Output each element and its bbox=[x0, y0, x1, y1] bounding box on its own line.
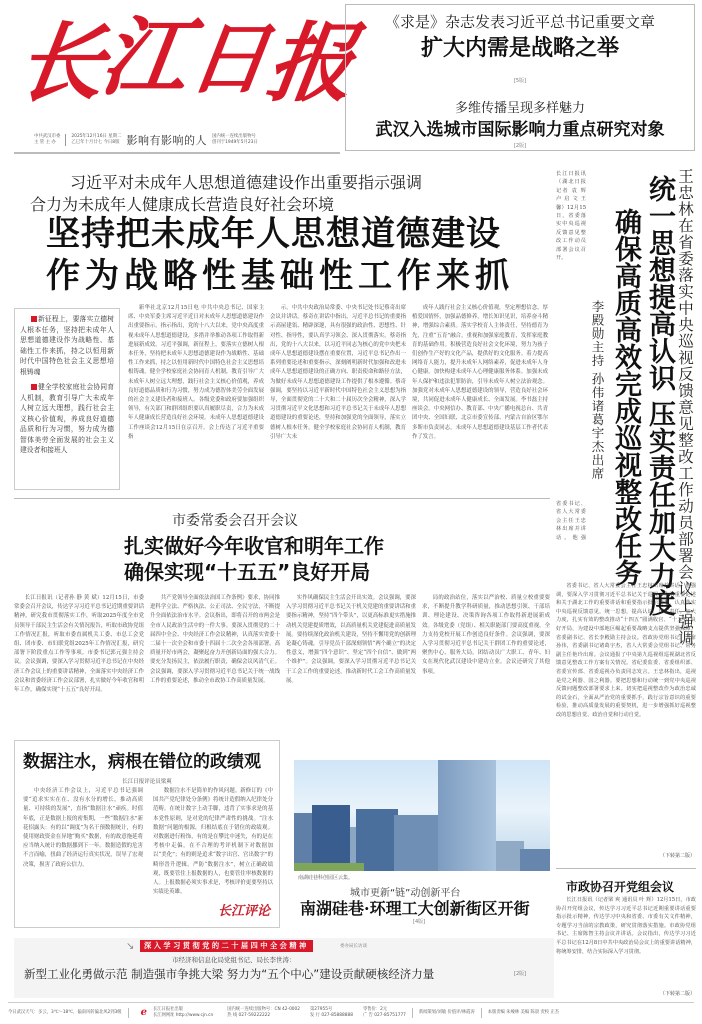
issue-number: 第27955号 bbox=[310, 1006, 333, 1012]
publisher bbox=[153, 1007, 213, 1019]
building-shape bbox=[356, 809, 398, 871]
masthead-info bbox=[34, 132, 354, 148]
distribution-phone: 发 行 027-85888888 bbox=[310, 1012, 353, 1018]
sponsor-line: 中共武汉市委 bbox=[34, 134, 61, 139]
bullet-square-icon bbox=[31, 316, 37, 322]
news-photo[interactable] bbox=[294, 760, 550, 871]
registration-line: 国内统一连续出版物号 bbox=[211, 134, 256, 139]
lead-headline-line: 坚持把未成年人思想道德建设 bbox=[46, 214, 501, 254]
right-story-body-top: 省委书记、省人大常委会主任王忠林出席并讲话。他强 bbox=[556, 501, 586, 540]
website-link[interactable]: 长江网网址 http://www.cjn.cn bbox=[152, 1012, 214, 1018]
arrow-icon: ↘ bbox=[126, 941, 135, 952]
masthead-rule bbox=[14, 152, 340, 154]
masthead-logo bbox=[10, 7, 362, 126]
slogan: 影响有影响的人 bbox=[126, 134, 207, 147]
divider bbox=[65, 134, 66, 146]
founded-line: 创刊于1949年5月23日 bbox=[211, 140, 258, 145]
right-story-body: 省委书记、省人大常委会主任王忠林出席并讲话。他强调，要深入学习贯彻习近平总书记关于巡视工作的重要论述和关于湖北工作的重要讲话和重要指示批示精神，认真落实中央巡视反馈意见，统一思想，提高认识，压实责任，加大力度，扎实有效的整改推动“十四五”圆满收官、“十五五”良好开局，为建设中部地区崛起重要战略支点提供坚强保障。省委副书记、省长李殿勋主持会议。省政协党组书记、主席孙伟，省委副书记诸葛宇杰，省人大常委会党组书记、常务副主任艳玲出席。会议通报了中央第九巡视组巡视湖北省反馈意见整改工作方案有关情况。省纪委监委、省委组织部、省委宣传部、省委巡视办负责同志发言。王忠林指出，巡视是党之利器、国之利器。要把思想和行动统一到党中央巡视反馈问题整改部署要求上来。切实把巡视整改作为政治忠诚的试金石，全面从严治党的重要抓手，践行宗旨意识的重要检验，推动高质量发展的重要契机，进一步增强抓好巡视整改的思想自觉、政治自觉和行动自觉。 bbox=[556, 583, 696, 718]
summary-point bbox=[20, 314, 114, 377]
divider bbox=[412, 1008, 413, 1018]
summary-text: 健全学校家庭社会协同育人机制，教育引导广大未成年人树立远大理想，践行社会主义核心价值观，养成良好道德品质和行为习惯，努力成为德智体美劳全面发展的社会主义建设者和接班人 bbox=[20, 383, 114, 454]
ad-phone: 广 告 027-85751777 bbox=[362, 1012, 406, 1018]
logo-char: 报 bbox=[260, 13, 362, 114]
summary-point bbox=[20, 382, 114, 456]
building-shape bbox=[520, 849, 550, 871]
section-rule bbox=[14, 498, 550, 499]
right-story-kicker: 王忠林在省委落实中央巡视反馈意见整改工作动员部署会议上强调 bbox=[676, 168, 694, 647]
cppcc-continuation[interactable]: （下转第二版） bbox=[660, 991, 696, 997]
commentary-title[interactable]: 数据注水，病根在错位的政绩观 bbox=[23, 752, 261, 772]
date-text: 2025年12月16日 星期二 bbox=[71, 134, 122, 139]
photo-caption: 南湖硅巷科创园区云集。 bbox=[298, 875, 354, 881]
retail-price: 零售价：2元 bbox=[362, 1006, 388, 1012]
lead-headline-line: 作为战略性基础性工作来抓 bbox=[46, 256, 514, 296]
right-story-headline[interactable]: 确保高质高效完成巡视整改任务 bbox=[610, 208, 641, 586]
lead-subkicker: 合力为未成年人健康成长营造良好社会环境 bbox=[30, 195, 335, 214]
registration bbox=[212, 134, 258, 146]
tower-shape bbox=[438, 760, 496, 871]
right-story-headline[interactable]: 统一思想提高认识 压实责任加大力度 bbox=[644, 175, 675, 617]
second-headline-line: 扎实做好今年收官和明年工作 bbox=[124, 534, 384, 558]
price bbox=[363, 1007, 406, 1019]
summary-text: 新征程上，要落实立德树人根本任务，坚持把未成年人思想道德建设作为战略性、基础性工作来抓，持之以恒用新时代中国特色社会主义思想培根铸魂 bbox=[20, 315, 114, 376]
publisher-logo-icon: ℯ bbox=[140, 1007, 147, 1018]
issn bbox=[227, 1007, 300, 1019]
trees-shape bbox=[294, 863, 364, 871]
photo-kicker: 城市更新“链”动创新平台 bbox=[350, 888, 461, 899]
issn-line: 国内统一连续出版物号：CN 42-0002 bbox=[227, 1006, 301, 1012]
divider bbox=[128, 1008, 129, 1018]
building-shape bbox=[312, 805, 350, 871]
banner-kicker: 市经济和信息化局党组书记、局长李世涛： bbox=[172, 956, 296, 964]
second-story-kicker: 市委常委会召开会议 bbox=[172, 513, 298, 529]
lead-body-column: 成年人践行社会主义核心价值观，坚定理想信念，厚植爱国情怀，加强品德修养，增长知识见识，培养奋斗精神，增强综合素质。落实学校育人主体责任，坚持德育为先，注重“五育”融合。重视和加强家庭教育，发挥家庭教育的基础作用。积极营造良好社会文化环境，努力为孩子们创作生产好的文化产品，提供好的文化服务。着力提高网络育人能力，提升未成年人网络素养，促进未成年人身心健康。加快构建未成年人心理健康服务体系。加强未成年人保护和违法犯罪防治，引导未成年人树立法治观念。加强党对未成年人思想道德建设的领导，营造良好社会环境，共同促进未成年人健康成长、全面发展。李书磊主持座谈会。中央网信办、教育部、中央广播电视总台、共青团中央、全国妇联、北京市委宣传部、内蒙古自治区鄂尔多斯市负责同志，未成年人思想道德建设基层工作者代表作了发言。 bbox=[412, 305, 548, 440]
cppcc-headline[interactable]: 市政协召开党组会议 bbox=[566, 880, 675, 894]
promo-page-ref[interactable]: [2版] bbox=[513, 143, 527, 149]
building-shape bbox=[394, 815, 438, 871]
bullet-square-icon bbox=[31, 384, 37, 390]
weather-text: 今日武汉天气：多云，3℃～18℃，偏南风转偏北风2到3级 bbox=[8, 1009, 122, 1015]
second-body-column: 长江日报讯（记者孙 静 黄 斌）12月15日，市委常委会召开会议，传达学习习近平总书记近期重要讲话精神，研究我市贯彻落实工作，听取2025年度全市党员领导干部民主生活会有关情况报告，听取市政协党组工作情况汇报，听取市委直属机关工委、市总工会党组、团市委、市妇联党组2025年工作情况汇报，研究部署下阶段重点工作等事项。市委书记郭元强主持会议。会议强调，要深入学习贯彻习近平总书记在中央经济工作会议上的重要讲话精神，全面落实中央经济工作会议和省委经济工作会议部署，扎实做好今年收官和明年工作，确保实现“十五五”良好开局。 bbox=[14, 595, 144, 694]
promo-kicker: 多维传播呈现多样魅力 bbox=[454, 101, 585, 116]
promo-page-ref[interactable]: [5版] bbox=[513, 78, 527, 84]
column-tag-side: 委办局长访谈 bbox=[340, 944, 367, 949]
editors: 新闻策划/刘敏 价值评/林霞涛 bbox=[418, 1009, 475, 1015]
promo-kicker: 《求是》杂志发表习近平总书记重要文章 bbox=[384, 13, 655, 31]
logo-char: 江 bbox=[94, 7, 196, 108]
second-body-column: 共产党领导全面依法治国工作条例》要求，协同推进科学立法、严格执法、公正司法、全民守法，不断提升全面依法治市水平。会议指出，即将召开的市两会是全市人民政治生活中的一件大事。要深入贯彻党的二十届四中全会、中央经济工作会议精神，认真落实省委十二届十一次全会和市委十四届十二次全会各项部署，高质量开好市两会，凝聚起奋力开创新局面的强大合力。要充分发扬民主，依法履行职责，确保会议风清气正。会议强调，要深入学习贯彻习近平总书记关于统一战线工作的重要论述，推动全市政协工作高质量发展。 bbox=[150, 595, 280, 684]
second-body-column: 实作风确保民主生活会开出实效。会议强调，要深入学习贯彻习近平总书记关于机关党建的重要讲话和重要指示精神，坚持“四个带头”，以更高标准更实措施推动机关党建提质增效，以高质量机关党建促进高质量发展。要持续深化政治机关建设，坚持不懈用党的创新理论凝心铸魂，引导党员干部深刻领悟“两个确立”的决定性意义，增强“四个意识”、坚定“四个自信”、做到“两个维护”。会议强调，要深入学习贯彻习近平总书记关于工会工作的重要论述，推动新时代工会工作高质量发展。 bbox=[286, 595, 416, 684]
commentary-column: 数据注水不是简单的作风问题。新修订的《中国共产党纪律处分条例》将统计造假纳入纪律处分范畴。在统计数字上动手脚，违背了实事求是的基本党性原则，是对党的纪律严肃性的挑战。“注水数据”问题的根源，归根结底在于错位的政绩观。对数据进行粉饰，有的是在攀比中迷失，有的是在考核中走偏，在不合理的考评机制下对数据加以“美化”；有的则是追求“数字出官、官出数字”的畸形晋升逻辑。严防“数据注水”，树立正确政绩观，既要管住上报数据的人，也要管住审核数据的人。上报数据必须实事求是，考核评价更要坚持以实绩论英雄。 bbox=[153, 788, 273, 896]
staff-credits: 本版责编 朱峻林 美编 陈晨 责校 正杰 bbox=[487, 1009, 560, 1015]
sponsor bbox=[34, 134, 60, 146]
hotline: 热 线 027-59222222 bbox=[227, 1012, 271, 1018]
publisher-line: 长江日报社出版 bbox=[152, 1006, 184, 1012]
divider bbox=[481, 1008, 482, 1018]
second-headline-line: 确保实现“十五五”良好开局 bbox=[124, 560, 371, 584]
second-body-column: 局的政治站位，落实以严治校、质量立校重要要求，不断提升教学科研质量，推动思想引领、干部培训、理论建设、决策咨询各项工作取得新进展新成效。各级党委（党组）、相关职能部门要高度重视，全力支持党校开展工作创造良好条件。会议强调，要深入学习贯彻习近平总书记关于群团工作的重要论述，聚焦中心、服务大局，团结动员广大职工、青年、妇女在现代化武汉建设中建功立业。会议还研究了其他事项。 bbox=[422, 595, 550, 675]
second-story-headline[interactable] bbox=[124, 533, 384, 585]
right-story-continuation[interactable]: （下转第二版） bbox=[660, 853, 696, 859]
lead-body-column: 新华社北京12月15日电 中共中央总书记、国家主席、中央军委主席习近平近日对未成年人思想道德建设作出重要指示。指示指出，党的十八大以来，党中央高度重视未成年人思想道德建设，多措并举推动各项工作取得新进展新成效。习近平强调，新征程上，要落实立德树人根本任务，坚持把未成年人思想道德建设作为战略性、基础性工作来抓，持之以恒用新时代中国特色社会主义思想培根铸魂。健全学校家庭社会协同育人机制，教育引导广大未成年人树立远大理想，践行社会主义核心价值观，养成良好道德品质和行为习惯，努力成为德智体美劳全面发展的社会主义建设者和接班人。各级党委和政府要加强组织领导，有关部门和群团组织要认真履职尽责，合力为未成年人健康成长营造良好社会环境。未成年人思想道德建设工作座谈会12月15日在京召开。会上传达了习近平重要指 bbox=[128, 305, 264, 440]
lead-body-column: 示。中共中央政治局常委、中央书记处书记蔡奇出席会议并讲话。蔡奇在讲话中指出，习近平总书记的重要指示高屋建瓴、精辟深邃，具有很强的政治性、思想性、针对性、指导性，要认真学习领会、深入贯彻落实。蔡奇指出，党的十八大以来，以习近平同志为核心的党中央把未成年人思想道德建设摆在重要位置，习近平总书记作出一系列重要论述和重要指示，深刻阐明新时代加强和改进未成年人思想道德建设的正确方向、职责使命和路径方法，为做好未成年人思想道德建设工作提供了根本遵循。蔡奇强调，要坚持以习近平新时代中国特色社会主义思想为指导，全面贯彻党的二十大和二十届历次全会精神，深入学习贯彻习近平文化思想和习近平总书记关于未成年人思想道德建设的重要论述，坚持和加强党的全面领导，落实立德树人根本任务，健全学校家庭社会协同育人机制，教育引导广大未 bbox=[270, 305, 406, 440]
banner-headline[interactable]: 新型工业化勇做示范 制造强市争挑大梁 努力为“五个中心”建设贡献硬核经济力量 bbox=[24, 967, 435, 981]
lead-headline[interactable] bbox=[46, 213, 514, 297]
column-tag: 深入学习贯彻党的二十届四中全会精神 bbox=[140, 940, 313, 952]
cppcc-body: 长江日报讯（记者梁 爽 通讯员 叶 辉）12月15日，市政协召开党组会议，传达学习习近平总书记近期重要讲话重要指示批示精神，传达学习中央和省委、市委有关文件精神，专题学习当前的宗教政策，研究贯彻落实措施。市政协党组书记、主席陈智主持会议并讲话。会议指出，传达学习习近平总书记在12月8日中共中央政治局会议上的重要讲话精神，将统筹安排，结合实际深入学习贯彻。 bbox=[556, 897, 696, 955]
commentary-column: 中央经济工作会议上，习近平总书记强调要“追求实实在在、没有水分的增长，推动高质量、可持续的发展”，直指“数据注水”顽疾。时值年底，正是数据上报的密集期，一些“数据注水”新花招露头：有的以“调度”为名干预数据统计，有的使用财政资金在异地“购买”数据，有的故意拖延将应当纳入统计的数据挪到下一年。数据造假的危害不言而喻，扭曲了经济运行真实状况，误导了宏观决策，损害了政府公信力。 bbox=[23, 788, 143, 868]
sponsor-line: 主 管 主 办 bbox=[34, 140, 56, 145]
date-line bbox=[71, 134, 121, 146]
lead-summary-box bbox=[14, 308, 120, 490]
logo-char: 日 bbox=[183, 14, 275, 105]
issue bbox=[310, 1007, 353, 1019]
promo-headline[interactable]: 扩大内需是战略之举 bbox=[420, 35, 619, 61]
lead-kicker: 习近平对未成年人思想道德建设作出重要指示强调 bbox=[70, 173, 423, 192]
section-rule bbox=[556, 868, 696, 869]
commentary-byline: 长江日报评论员梁爽 bbox=[122, 779, 172, 785]
photo-page-ref[interactable]: [4版] bbox=[413, 919, 426, 925]
footer bbox=[8, 1002, 694, 1022]
photo-headline[interactable]: 南湖硅巷·环理工大创新街区开街 bbox=[300, 899, 530, 918]
commentary-signature: 长江评论 bbox=[218, 904, 271, 919]
promo-box bbox=[345, 4, 695, 151]
logo-char: 长 bbox=[10, 13, 112, 114]
banner-page-ref[interactable]: [2版] bbox=[514, 971, 527, 977]
right-story-subhead: 李殿勋主持 孙伟诸葛宇杰出席 bbox=[590, 300, 605, 481]
right-story-byline: 长江日报讯（湖北日报记者 袁 辉 卢 启 文 王 馨）12月15日，省委落实中央巡视反馈意见整改工作动员部署会议召开。 bbox=[556, 171, 586, 262]
lunar-date-text: 乙巳年十月廿七 今日8版 bbox=[71, 140, 120, 145]
promo-headline[interactable]: 武汉入选城市国际影响力重点研究对象 bbox=[375, 120, 665, 140]
